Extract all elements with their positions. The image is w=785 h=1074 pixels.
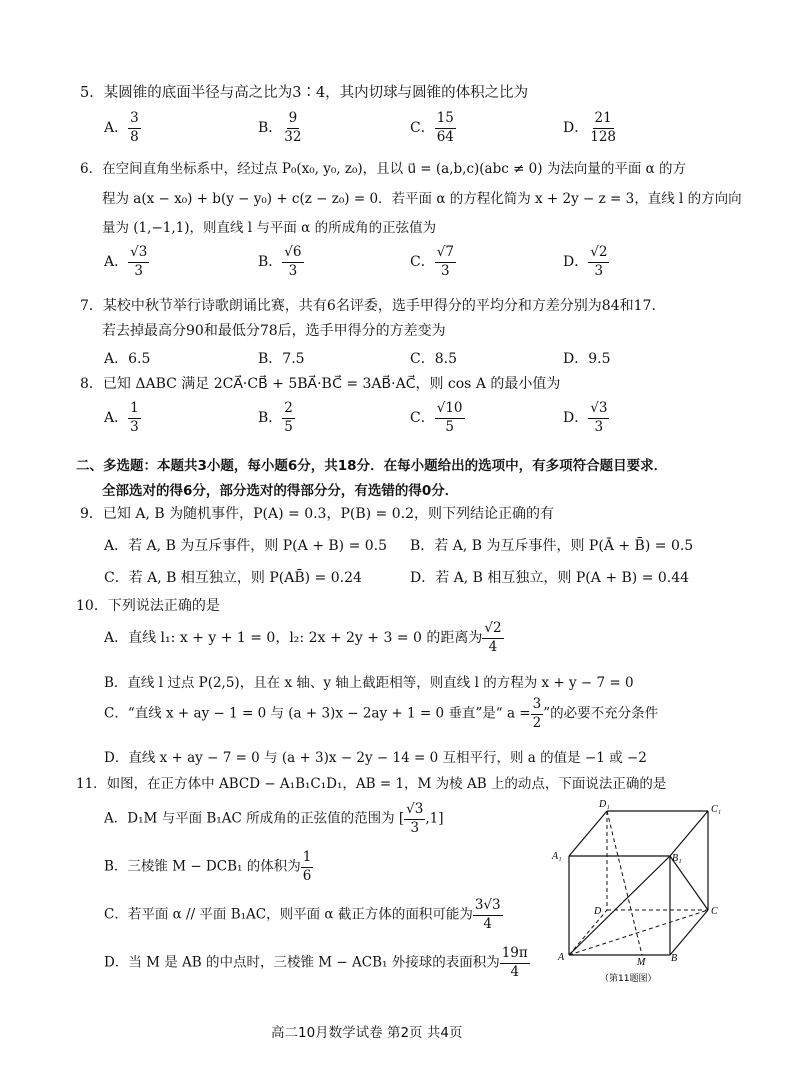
edge-a1-d1 [569,811,607,856]
label-d1: D₁ [599,799,610,810]
q9-option-a: A．若 A, B 为互斥事件，则 P(A + B) = 0.5 [104,538,388,554]
q6-option-d: D． $\frac{√2}{3}$ [563,244,608,279]
label-m: M [637,957,646,968]
q6-line1: 6．在空间直角坐标系中，经过点 P₀(x₀, y₀, z₀)，且以 u⃗ = (a,b,c)(abc ≠ 0) 为法向量的平面 α 的方 [80,161,687,177]
edge-b-c [670,910,708,955]
q5-option-d: D． $\frac{21}{128}$ [563,110,617,145]
q8-option-c: C． $\frac{√10}{5}$ [410,400,463,435]
q6-option-b: B． $\frac{√6}{3}$ [258,244,302,279]
q10-stem: 10．下列说法正确的是 [76,598,220,614]
q9-option-d: D．若 A, B 相互独立，则 P(A + B) = 0.44 [410,570,690,586]
q11-option-d: D．当 M 是 AB 的中点时，三棱锥 M − ACB₁ 外接球的表面积为 $\frac{19\pi}{4}$ [104,945,528,980]
q5-option-b: B． $\frac{9}{32}$ [258,110,302,145]
q10-option-a: A．直线 l₁: x + y + 1 = 0，l₂: 2x + 2y + 3 = 0 的距离为 $\frac{√2}{4}$ [104,620,502,655]
q7-line1: 7．某校中秋节举行诗歌朗诵比赛，共有6名评委，选手甲得分的平均分和方差分别为84和17． [80,298,666,314]
page-footer: 高二10月数学试卷 第2页 共4页 [271,1025,463,1041]
q7-option-a: A．6.5 [104,351,151,367]
q8-option-d: D． $\frac{√3}{3}$ [563,400,608,435]
label-d: D [594,906,602,917]
label-a1: A₁ [552,851,562,862]
q10-option-d: D．直线 x + ay − 7 = 0 与 (a + 3)x − 2y − 14 = 0 互相平行，则 a 的值是 −1 或 −2 [104,750,647,766]
segment-a-c [569,910,708,955]
q7-option-c: C．8.5 [410,351,457,367]
cube-figure [548,796,728,992]
label-b1: B₁ [672,853,682,864]
q6-option-a: A． $\frac{√3}{3}$ [104,244,148,279]
q10-option-c: C．“直线 x + ay − 1 = 0 与 (a + 3)x − 2ay + 1 = 0 垂直”是“ a = $\frac{3}{2}$ ”的必要不充分条件 [104,696,659,731]
edge-c1-b1 [670,811,708,856]
label-c: C [711,906,718,917]
q8-option-b: B． $\frac{2}{5}$ [258,400,293,435]
q5-option-c: C． $\frac{15}{64}$ [410,110,454,145]
label-a: A [558,952,565,963]
q9-option-b: B．若 A, B 为互斥事件，则 P(Ā + B̄) = 0.5 [410,538,694,554]
label-c1: C₁ [711,804,722,815]
section-2-heading: 二、多选题：本题共3小题，每小题6分，共18分．在每小题给出的选项中，有多项符合题目要求． [76,458,668,474]
q5-stem: 5．某圆锥的底面半径与高之比为3∶4，其内切球与圆锥的体积之比为 [80,85,529,101]
q6-line3: 量为 (1,−1,1)，则直线 l 与平面 α 的所成角的正弦值为 [102,220,437,236]
q11-option-a: A．D₁M 与平面 B₁AC 所成角的正弦值的范围为 [ $\frac{√3}{3}$ ,1] [104,801,444,836]
q11-option-b: B．三棱锥 M − DCB₁ 的体积为 $\frac{1}{6}$ [104,849,312,884]
segment-b1-c [670,856,708,910]
edge-a-d [569,910,607,955]
q7-option-d: D．9.5 [563,351,611,367]
q8-option-a: A． $\frac{1}{3}$ [104,400,139,435]
segment-a-b1 [569,856,670,955]
figure-caption: （第11题图） [600,974,657,984]
q5-option-a: A． $\frac{3}{8}$ [104,110,139,145]
section-2-rules: 全部选对的得6分，部分选对的得部分分，有选错的得0分． [102,483,459,499]
q6-option-c: C． $\frac{√7}{3}$ [410,244,454,279]
q10-option-b: B．直线 l 过点 P(2,5)，且在 x 轴、y 轴上截距相等，则直线 l 的方程为 x + y − 7 = 0 [104,675,634,691]
label-b: B [671,953,678,964]
q9-stem: 9．已知 A, B 为随机事件，P(A) = 0.3，P(B) = 0.2，则下列结论正确的有 [80,506,554,522]
q11-stem: 11．如图，在正方体中 ABCD − A₁B₁C₁D₁，AB = 1，M 为棱 AB 上的动点，下面说法正确的是 [76,776,667,792]
q8-stem: 8．已知 ΔABC 满足 2CA⃗·CB⃗ + 5BA⃗·BC⃗ = 3AB⃗·AC⃗，则 cos A 的最小值为 [80,376,561,392]
q7-option-b: B．7.5 [258,351,305,367]
q11-option-c: C．若平面 α // 平面 B₁AC，则平面 α 截正方体的面积可能为 $\frac{3√3}{4}$ [104,897,501,932]
q6-line2: 程为 a(x − x₀) + b(y − y₀) + c(z − z₀) = 0．若平面 α 的方程化简为 x + 2y − z = 3，直线 l 的方向向 [102,191,742,207]
q9-option-c: C．若 A, B 相互独立，则 P(AB̄) = 0.24 [104,570,362,586]
q7-line2: 若去掉最高分90和最低分78后，选手甲得分的方差变为 [102,323,446,339]
